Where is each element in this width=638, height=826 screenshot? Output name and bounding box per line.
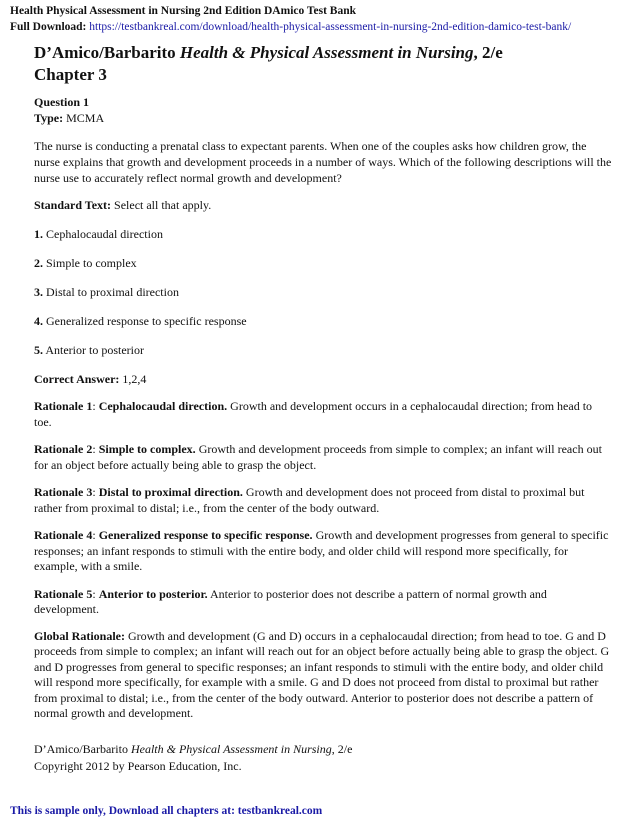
rationale-2: Rationale 2: Simple to complex. Growth and development proceeds from simple to complex; an infant will reach out for an object before actually being able to grasp the object. xyxy=(34,442,602,472)
question-type xyxy=(34,110,612,126)
question-stem: The nurse is conducting a prenatal class to expectant parents. When one of the couples asks how children grow, the nurse explains that growth and development proceeds in a number of ways. Which of the following descriptions will the nurse use to accurately reflect normal growth and development? xyxy=(34,139,612,185)
global-rationale xyxy=(34,629,612,722)
book-edition: , 2/e xyxy=(473,43,503,62)
correct-answer xyxy=(34,371,612,387)
option-text: Distal to proximal direction xyxy=(46,285,179,299)
standard-text xyxy=(34,197,612,213)
option-text: Simple to complex xyxy=(46,256,137,270)
rationale-5: Rationale 5: Anterior to posterior. Anterior to posterior does not describe a pattern of normal growth and development. xyxy=(34,586,547,616)
download-label: Full Download: xyxy=(10,21,87,33)
rationale-4: Rationale 4: Generalized response to specific response. Growth and development progresses from general to specific responses; an infant responds to stimuli with the entire body, and older child will respond more specifically, for example, with a smile. xyxy=(34,528,609,573)
download-link[interactable]: https://testbankreal.com/download/health-physical-assessment-in-nursing-2nd-edition-damico-test-bank/ xyxy=(89,21,572,33)
copyright-edition: , 2/e xyxy=(331,741,353,756)
standard-text-value: Select all that apply. xyxy=(114,198,212,212)
rationale-heading: Simple to complex. xyxy=(98,442,196,456)
option-number: 5. xyxy=(34,343,43,357)
rationale-heading: Generalized response to specific response. xyxy=(98,528,313,542)
rationale-text: Growth and development proceeds from simple to complex; an infant will reach out for an object before actually being able to grasp the object. xyxy=(34,442,602,472)
global-rationale-label: Global Rationale: xyxy=(34,628,126,643)
chapter-title: Chapter 3 xyxy=(34,65,107,84)
rationale-text: Growth and development does not proceed from distal to proximal but rather from proximal to distal; i.e., from the center of the body outward. xyxy=(34,485,585,515)
page-content xyxy=(34,42,612,775)
answer-option-4 xyxy=(34,313,612,329)
rationale-1: Rationale 1: Cephalocaudal direction. Growth and development occurs in a cephalocaudal direction; from head to toe. xyxy=(34,399,593,429)
option-text: Anterior to posterior xyxy=(45,343,144,357)
option-text: Generalized response to specific response xyxy=(46,314,247,328)
rationale-text: Growth and development progresses from general to specific responses; an infant responds to stimuli with the entire body, and older child will respond more specifically, for example, with a smile. xyxy=(34,528,609,573)
question-meta xyxy=(34,94,612,126)
copyright-block xyxy=(34,741,612,775)
copyright-book-title: Health & Physical Assessment in Nursing xyxy=(130,741,332,756)
rationale-label: Rationale 1 xyxy=(34,399,93,413)
correct-answer-label: Correct Answer: xyxy=(34,372,120,386)
rationale-3: Rationale 3: Distal to proximal direction. Growth and development does not proceed from distal to proximal but rather from proximal to distal; i.e., from the center of the body outward. xyxy=(34,485,585,515)
rationale-text: Growth and development occurs in a cephalocaudal direction; from head to toe. xyxy=(34,399,593,429)
question-type-value: MCMA xyxy=(66,111,105,125)
answer-option-2 xyxy=(34,255,612,271)
rationale-label: Rationale 5 xyxy=(34,586,93,601)
answer-option-3 xyxy=(34,284,612,300)
rationale-label: Rationale 3 xyxy=(34,485,93,499)
standard-text-label: Standard Text: xyxy=(34,198,112,212)
rationale-label: Rationale 4 xyxy=(34,528,93,542)
copyright-line: Copyright 2012 by Pearson Education, Inc. xyxy=(34,758,242,773)
rationale-heading: Distal to proximal direction. xyxy=(98,485,243,499)
global-rationale-text: Growth and development (G and D) occurs in a cephalocaudal direction; from head to toe. G and D proceeds from simple to complex; an infant will reach out for an object before actually being able to grasp the object. G and D progresses from general to specific responses; an infant responds to stimuli with the entire body, and older child will respond more specifically, for example with a smile. G and D does not proceed from distal to proximal but rather from proximal to distal; i.e., from the center of the body outward. Anterior to posterior does not describe a pattern of normal growth and development. xyxy=(34,628,610,720)
option-text: Cephalocaudal direction xyxy=(46,227,163,241)
book-title-line xyxy=(34,42,612,64)
answer-option-1 xyxy=(34,226,612,242)
copyright-authors: D’Amico/Barbarito xyxy=(34,741,128,756)
book-authors: D’Amico/Barbarito xyxy=(34,43,176,62)
option-number: 1. xyxy=(34,227,43,241)
correct-answer-value: 1,2,4 xyxy=(122,372,147,386)
sample-notice-footer: This is sample only, Download all chapters at: testbankreal.com xyxy=(10,805,323,817)
document-header-title: Health Physical Assessment in Nursing 2nd Edition DAmico Test Bank xyxy=(10,5,357,17)
copyright-book-line xyxy=(34,741,612,758)
book-title: Health & Physical Assessment in Nursing xyxy=(179,43,474,62)
question-type-label: Type: xyxy=(34,111,64,125)
question-number: Question 1 xyxy=(34,95,90,109)
rationale-text: Anterior to posterior does not describe a pattern of normal growth and development. xyxy=(34,586,547,616)
option-number: 2. xyxy=(34,256,43,270)
option-number: 4. xyxy=(34,314,43,328)
download-line xyxy=(10,20,571,34)
rationale-label: Rationale 2 xyxy=(34,442,93,456)
answer-option-5 xyxy=(34,342,612,358)
rationale-heading: Anterior to posterior. xyxy=(98,586,208,601)
option-number: 3. xyxy=(34,285,43,299)
rationale-heading: Cephalocaudal direction. xyxy=(98,399,228,413)
